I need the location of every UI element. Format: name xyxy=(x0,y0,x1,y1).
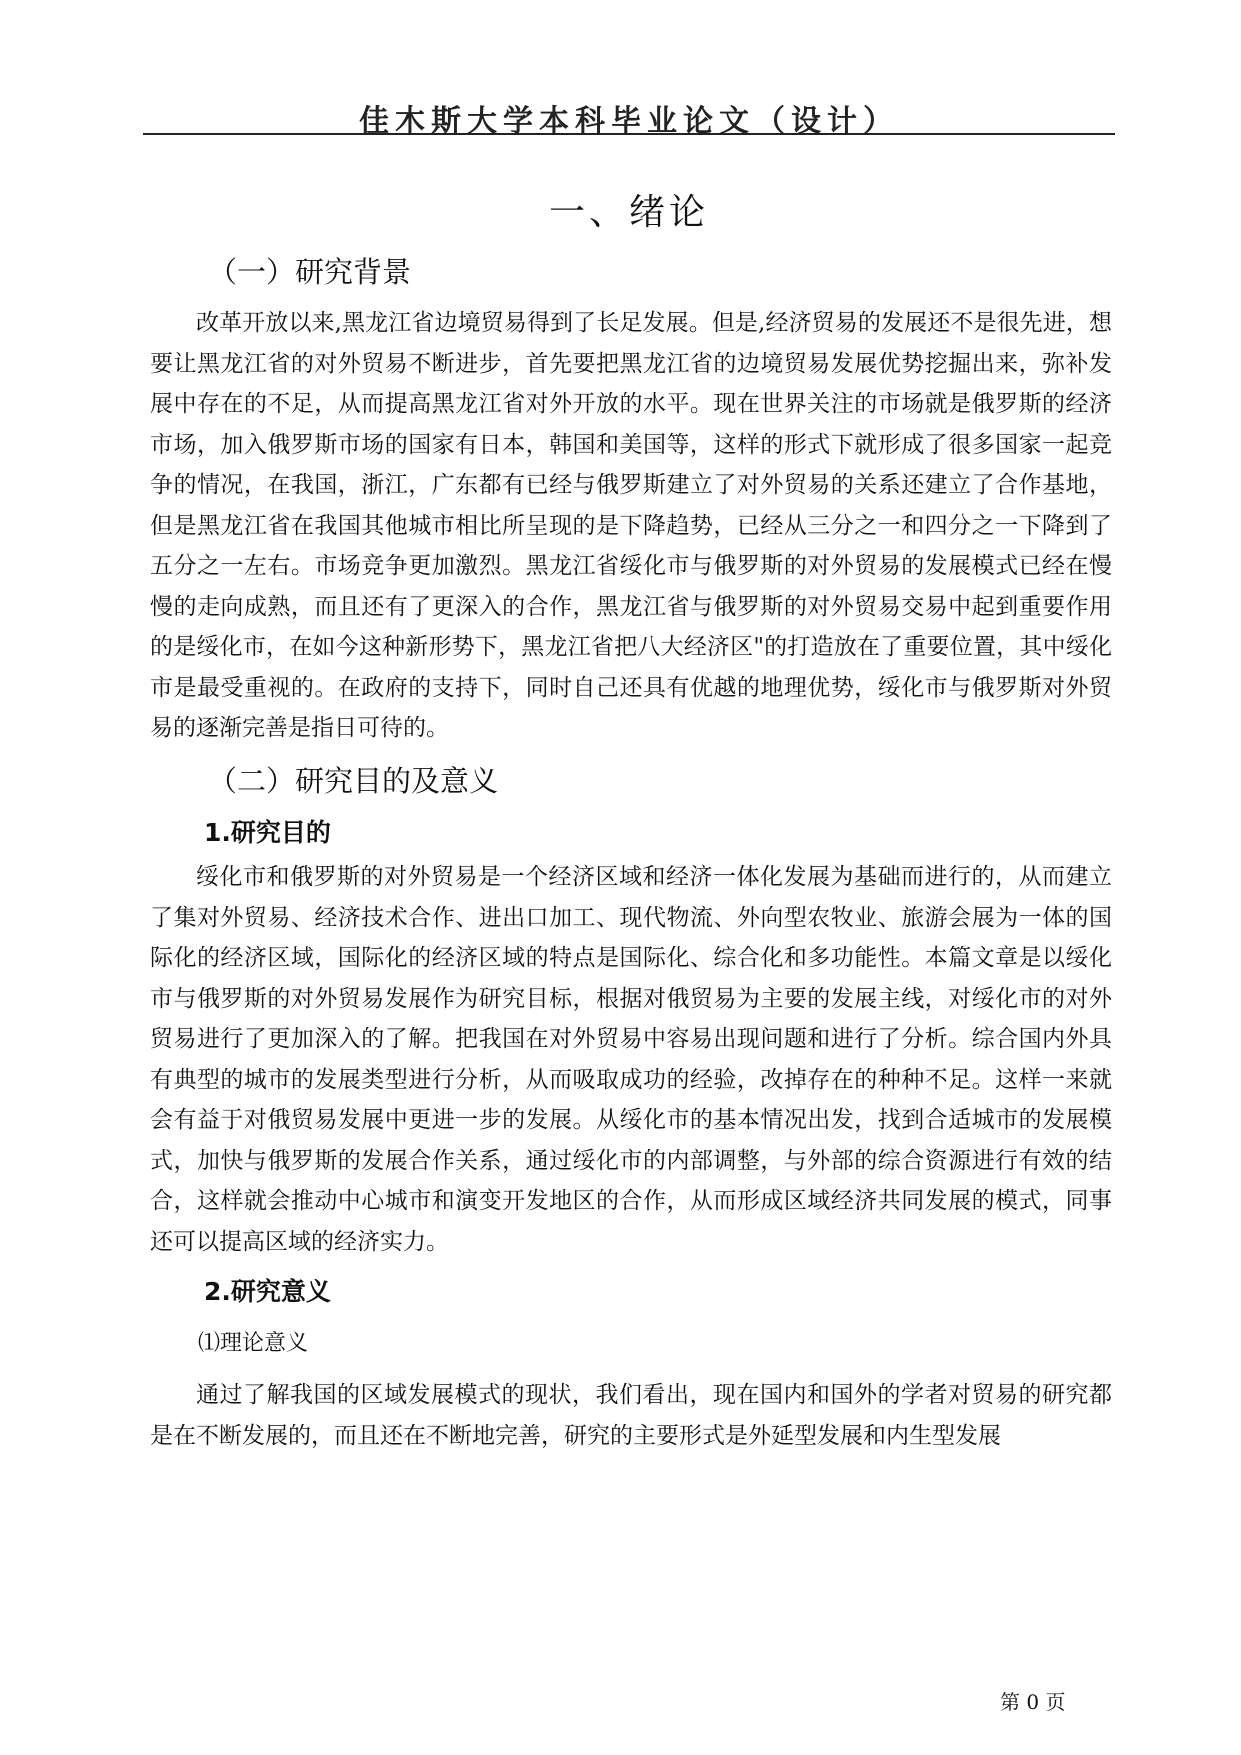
header-rule xyxy=(143,133,1115,135)
page-number: 第 0 页 xyxy=(1000,1690,1066,1714)
chapter-title: 一、绪论 xyxy=(548,192,709,233)
item-title-theoretical-significance: ⑴理论意义 xyxy=(198,1331,309,1356)
paragraph-theoretical-significance: 通过了解我国的区域发展模式的现状，我们看出，现在国内和国外的学者对贸易的研究都是在不断发展的，而且还在不断地完善，研究的主要形式是外延型发展和内生型发展 xyxy=(150,1382,1112,1449)
running-header: 佳木斯大学本科毕业论文（设计） xyxy=(359,104,899,139)
subsection-title-significance: 2.研究意义 xyxy=(204,1277,331,1306)
section-title-purpose-significance: （二）研究目的及意义 xyxy=(208,764,499,798)
paragraph-purpose: 绥化市和俄罗斯的对外贸易是一个经济区域和经济一体化发展为基础而进行的，从而建立了集对外贸易、经济技术合作、进出口加工、现代物流、外向型农牧业、旅游会展为一体的国际化的经济区域，国际化的经济区域的特点是国际化、综合化和多功能性。本篇文章是以绥化市与俄罗斯的对外贸易发展作为研究目标，根据对俄贸易为主要的发展主线，对绥化市的对外贸易进行了更加深入的了解。把我国在对外贸易中容易出现问题和进行了分析。综合国内外具有典型的城市的发展类型进行分析，从而吸取成功的经验，改掉存在的种种不足。这样一来就会有益于对俄贸易发展中更进一步的发展。从绥化市的基本情况出发，找到合适城市的发展模式，加快与俄罗斯的发展合作关系，通过绥化市的内部调整，与外部的综合资源进行有效的结合，这样就会推动中心城市和演变开发地区的合作，从而形成区域经济共同发展的模式，同事还可以提高区域的经济实力。 xyxy=(150,864,1112,1255)
subsection-title-purpose: 1.研究目的 xyxy=(204,818,331,847)
section-title-background: （一）研究背景 xyxy=(208,255,412,289)
paragraph-background: 改革开放以来,黑龙江省边境贸易得到了长足发展。但是,经济贸易的发展还不是很先进，想要让黑龙江省的对外贸易不断进步，首先要把黑龙江省的边境贸易发展优势挖掘出来，弥补发展中存在的不足，从而提高黑龙江省对外开放的水平。现在世界关注的市场就是俄罗斯的经济市场，加入俄罗斯市场的国家有日本，韩国和美国等，这样的形式下就形成了很多国家一起竞争的情况，在我国，浙江，广东都有已经与俄罗斯建立了对外贸易的关系还建立了合作基地，但是黑龙江省在我国其他城市相比所呈现的是下降趋势，已经从三分之一和四分之一下降到了五分之一左右。市场竞争更加激烈。黑龙江省绥化市与俄罗斯的对外贸易的发展模式已经在慢慢的走向成熟，而且还有了更深入的合作，黑龙江省与俄罗斯的对外贸易交易中起到重要作用的是绥化市，在如今这种新形势下，黑龙江省把八大经济区"的打造放在了重要位置，其中绥化市是最受重视的。在政府的支持下，同时自己还具有优越的地理优势，绥化市与俄罗斯对外贸易的逐渐完善是指日可待的。 xyxy=(150,310,1112,741)
